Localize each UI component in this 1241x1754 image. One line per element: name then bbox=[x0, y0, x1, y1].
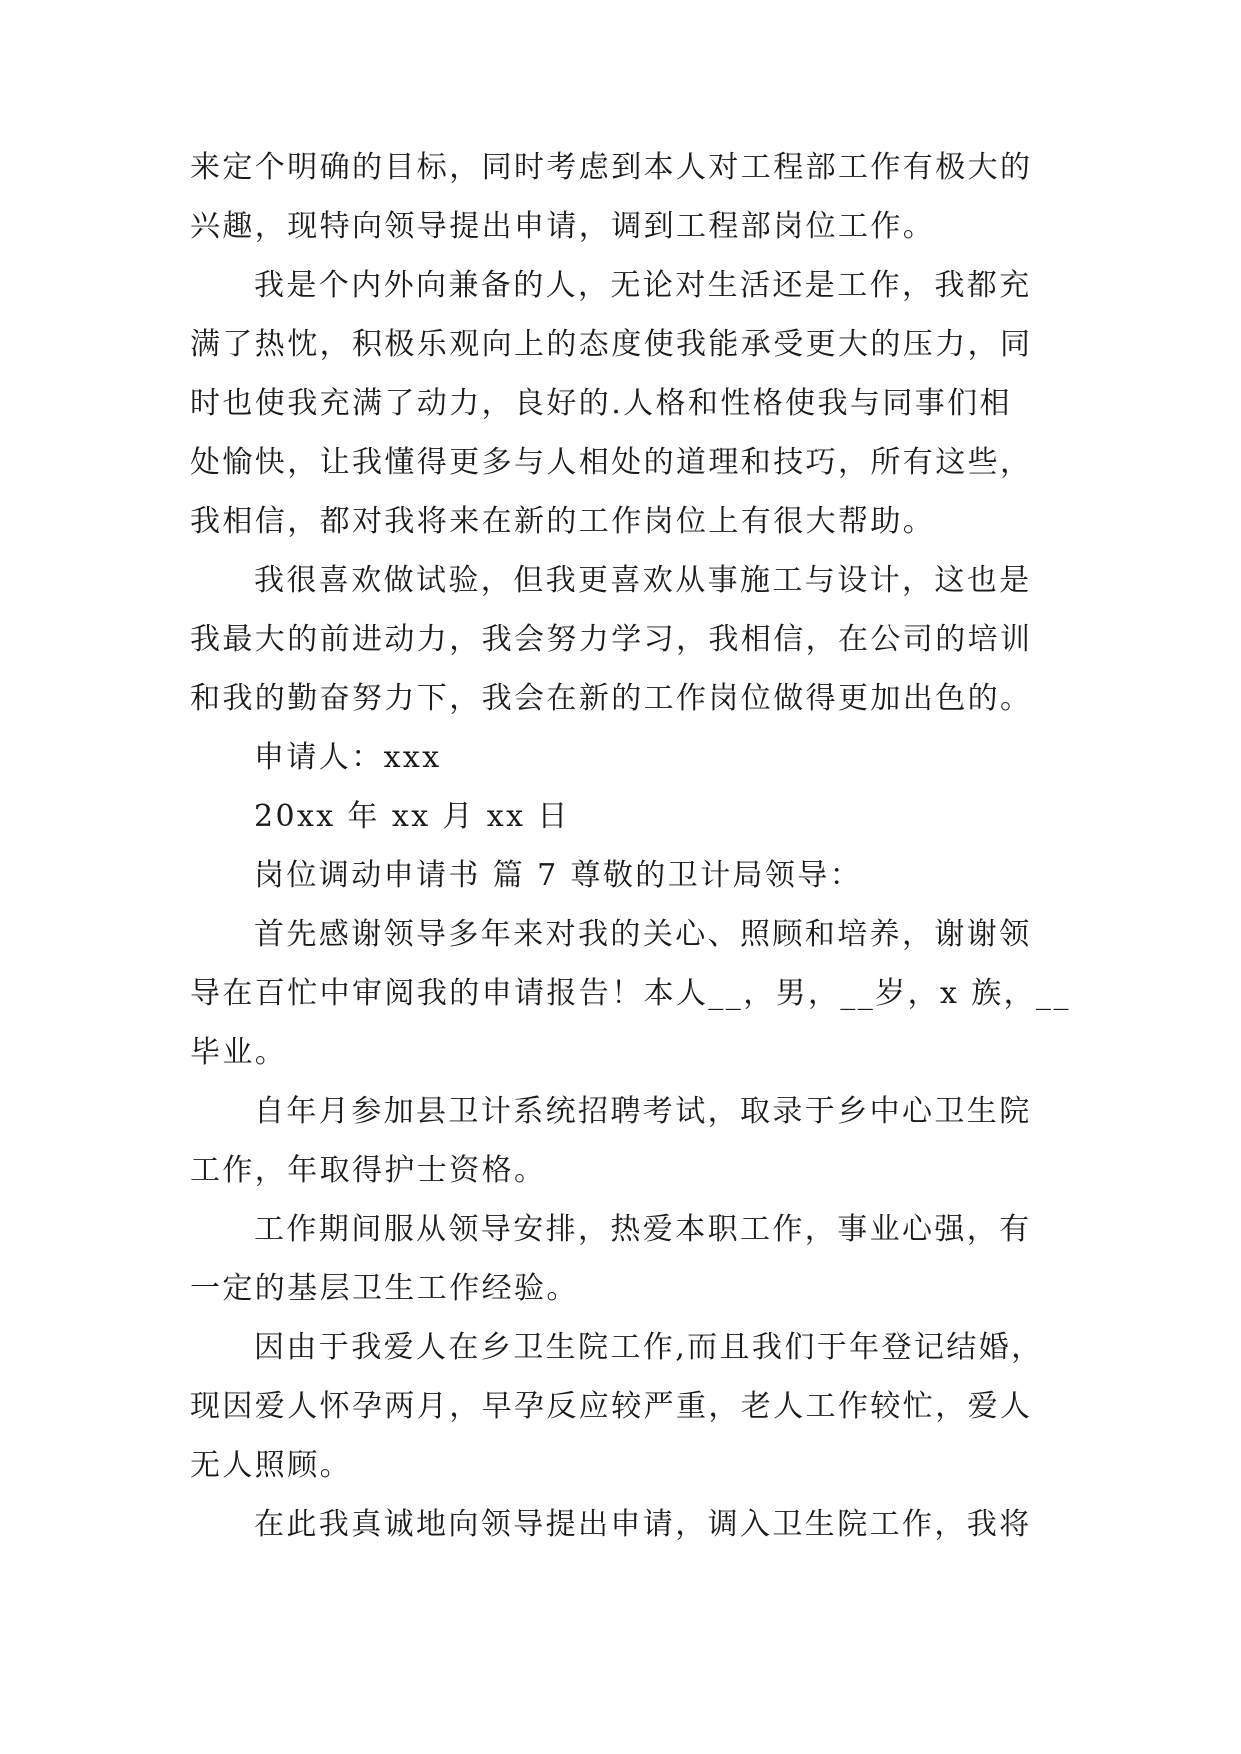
text-line: 首先感谢领导多年来对我的关心、照顾和培养，谢谢领 bbox=[254, 917, 1032, 952]
text-line: 我相信，都对我将来在新的工作岗位上有很大帮助。 bbox=[190, 504, 936, 539]
text-line: 在此我真诚地向领导提出申请，调入卫生院工作，我将 bbox=[254, 1507, 1032, 1542]
text-line: 工作，年取得护士资格。 bbox=[190, 1153, 547, 1188]
text-line: 无人照顾。 bbox=[190, 1448, 352, 1483]
text-line: 满了热忱，积极乐观向上的态度使我能承受更大的压力，同 bbox=[190, 327, 1033, 362]
text-line: 工作期间服从领导安排，热爱本职工作，事业心强，有 bbox=[254, 1212, 1032, 1247]
text-line: 一定的基层卫生工作经验。 bbox=[190, 1271, 579, 1306]
text-line: 时也使我充满了动力，良好的.人格和性格使我与同事们相 bbox=[190, 386, 1012, 421]
text-line: 自年月参加县卫计系统招聘考试，取录于乡中心卫生院 bbox=[254, 1094, 1032, 1129]
signature-date: 20xx 年 xx 月 xx 日 bbox=[254, 799, 570, 834]
text-line: 导在百忙中审阅我的申请报告！本人__，男，__岁，x 族，__ bbox=[190, 976, 1071, 1011]
text-line: 和我的勤奋努力下，我会在新的工作岗位做得更加出色的。 bbox=[190, 681, 1033, 716]
text-line: 兴趣，现特向领导提出申请，调到工程部岗位工作。 bbox=[190, 209, 936, 244]
section-heading: 岗位调动申请书 篇 7 尊敬的卫计局领导： bbox=[254, 858, 863, 893]
text-line: 我很喜欢做试验，但我更喜欢从事施工与设计，这也是 bbox=[254, 563, 1032, 598]
text-line: 现因爱人怀孕两月，早孕反应较严重，老人工作较忙，爱人 bbox=[190, 1389, 1033, 1424]
text-line: 毕业。 bbox=[190, 1035, 288, 1070]
text-line: 来定个明确的目标，同时考虑到本人对工程部工作有极大的 bbox=[190, 150, 1033, 185]
text-line: 因由于我爱人在乡卫生院工作,而且我们于年登记结婚， bbox=[254, 1330, 1044, 1365]
text-line: 处愉快，让我懂得更多与人相处的道理和技巧，所有这些， bbox=[190, 445, 1033, 480]
signature-applicant: 申请人：xxx bbox=[254, 740, 442, 775]
text-line: 我最大的前进动力，我会努力学习，我相信，在公司的培训 bbox=[190, 622, 1033, 657]
text-line: 我是个内外向兼备的人，无论对生活还是工作，我都充 bbox=[254, 268, 1032, 303]
